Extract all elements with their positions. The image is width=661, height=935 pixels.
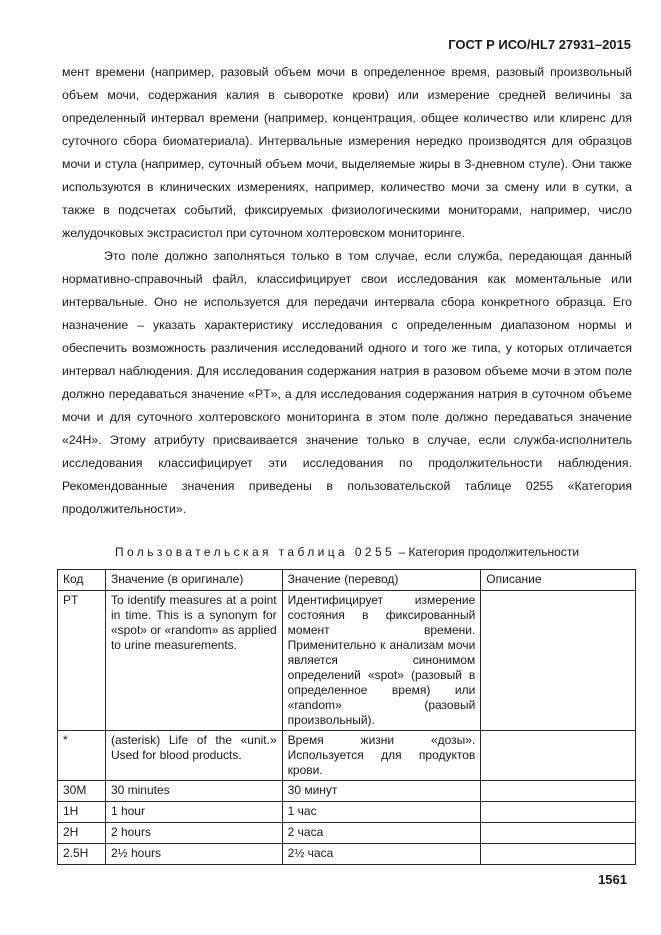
paragraph: Это поле должно заполняться только в том случае, если служба, передающая данный нормативно-справочный файл, классифицирует свои исследования как моментальные или интервальные. Оно не используется для передачи интервала сбора конкретного образца. Его назначение – указать характеристику исследования с определенным диапазоном нормы и обеспечить возможность различения исследований одного и того же типа, у которых отличается интервал наблюдения. Для исследования содержания натрия в разовом объеме мочи в этом поле должно передаваться значение «PT», а для исследования содержания натрия в суточном объеме мочи и для суточного холтеровского мониторинга в этом поле должно передаваться значение «24H». Этому атрибуту присваивается значение только в случае, если служба-исполнитель исследования классифицирует эти исследования по продолжительности наблюдения. Рекомендованные значения приведены в пользовательской таблице 0255 «Категория продолжительности». — [62, 249, 632, 516]
cell-code: 1H — [58, 802, 106, 823]
cell-translation: 1 час — [282, 802, 481, 823]
cell-original: 1 hour — [105, 802, 282, 823]
column-header-code: Код — [58, 570, 106, 591]
cell-original: 2½ hours — [105, 844, 282, 865]
column-header-original: Значение (в оригинале) — [105, 570, 282, 591]
duration-category-table — [57, 569, 636, 865]
page-number: 1561 — [598, 872, 627, 887]
paragraph: мент времени (например, разовый объем мочи в определенное время, разовый произвольный объем мочи, содержания калия в сыворотке крови) или измерение средней величины за определенный интервал времени (например, концентрация, общее количество или клиренс для суточного сбора биоматериала). Интервальные измерения нередко производятся для образцов мочи и стула (например, суточный объем мочи, выделяемые жиры в 3-дневном стуле). Они также используются в клинических измерениях, например, количество мочи за смену или в сутки, а также в подсчетах событий, фиксируемых физиологическими мониторами, например, число желудочковых экстрасистол при суточном холтеровском мониторинге. — [62, 65, 632, 240]
cell-description — [481, 731, 636, 781]
document-header: ГОСТ Р ИСО/HL7 27931–2015 — [448, 37, 631, 52]
table-header-row — [58, 570, 636, 591]
cell-translation: 30 минут — [282, 781, 481, 802]
cell-translation: Идентифицирует измерение состояния в фиксированный момент времени. Применительно к анализам мочи является синонимом определений «spot» (разовый в определенное время) или «random» (разовый произвольный). — [282, 591, 481, 731]
cell-original: To identify measures at a point in time. This is a synonym for «spot» or «random» as applied to urine measurements. — [105, 591, 282, 731]
table-row — [58, 591, 636, 731]
cell-original: 2 hours — [105, 823, 282, 844]
table-row — [58, 844, 636, 865]
table-caption — [62, 545, 632, 559]
cell-code: PT — [58, 591, 106, 731]
cell-translation: 2 часа — [282, 823, 481, 844]
body-text — [62, 61, 632, 521]
cell-original: (asterisk) Life of the «unit.» Used for blood products. — [105, 731, 282, 781]
cell-translation: 2½ часа — [282, 844, 481, 865]
cell-description — [481, 844, 636, 865]
table-row — [58, 823, 636, 844]
cell-code: * — [58, 731, 106, 781]
cell-translation: Время жизни «дозы». Используется для продуктов крови. — [282, 731, 481, 781]
cell-original: 30 minutes — [105, 781, 282, 802]
cell-description — [481, 781, 636, 802]
cell-description — [481, 823, 636, 844]
cell-description — [481, 591, 636, 731]
cell-code: 2H — [58, 823, 106, 844]
table-row — [58, 802, 636, 823]
table-caption-prefix: Пользовательская таблица 0255 — [114, 545, 396, 559]
column-header-description: Описание — [481, 570, 636, 591]
table-caption-title: – Категория продолжительности — [395, 545, 580, 559]
column-header-translation: Значение (перевод) — [282, 570, 481, 591]
table-row — [58, 781, 636, 802]
cell-code: 30M — [58, 781, 106, 802]
cell-description — [481, 802, 636, 823]
cell-code: 2.5H — [58, 844, 106, 865]
table-row — [58, 731, 636, 781]
